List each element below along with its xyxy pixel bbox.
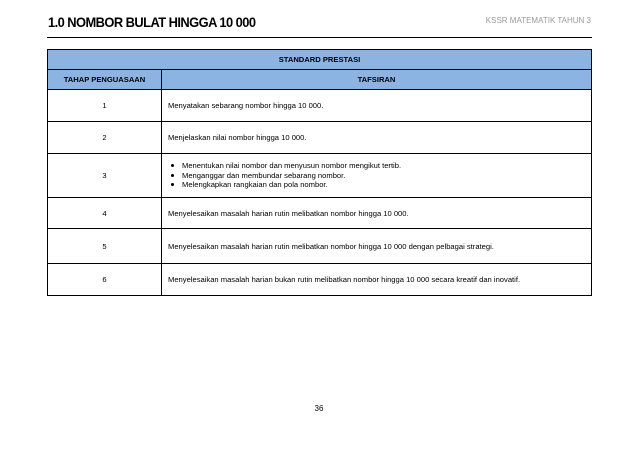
level-cell: 4 — [48, 198, 162, 229]
table-row — [48, 229, 592, 264]
level-cell: 6 — [48, 264, 162, 296]
table-row — [48, 198, 592, 229]
table-row — [48, 154, 592, 198]
table-row — [48, 264, 592, 296]
description-cell — [162, 154, 592, 198]
table-title: STANDARD PRESTASI — [48, 50, 592, 70]
description-cell: Menyelesaikan masalah harian rutin melibatkan nombor hingga 10 000 dengan pelbagai strategi. — [162, 229, 592, 264]
table-row — [48, 90, 592, 122]
description-cell: Menjelaskan nilai nombor hingga 10 000. — [162, 122, 592, 154]
standard-prestasi-table — [47, 49, 592, 296]
level-cell: 1 — [48, 90, 162, 122]
level-cell: 3 — [48, 154, 162, 198]
bullet-item: Melengkapkan rangkaian dan pola nombor. — [168, 180, 591, 190]
bullet-item: Menentukan nilai nombor dan menyusun nombor mengikut tertib. — [168, 161, 591, 171]
level-cell: 2 — [48, 122, 162, 154]
description-cell: Menyelesaikan masalah harian rutin melibatkan nombor hingga 10 000. — [162, 198, 592, 229]
bullet-list — [168, 161, 591, 190]
bullet-item: Menganggar dan membundar sebarang nombor. — [168, 171, 591, 181]
page-header — [47, 0, 592, 38]
description-cell: Menyelesaikan masalah harian bukan rutin melibatkan nombor hingga 10 000 secara kreatif dan inovatif. — [162, 264, 592, 296]
document-subtitle: KSSR MATEMATIK TAHUN 3 — [485, 16, 591, 25]
table-row — [48, 122, 592, 154]
table-header-row — [48, 70, 592, 90]
page-number: 36 — [314, 404, 324, 413]
column-header-level: TAHAP PENGUASAAN — [48, 70, 162, 90]
table-title-row — [48, 50, 592, 70]
column-header-interpretation: TAFSIRAN — [162, 70, 592, 90]
description-cell: Menyatakan sebarang nombor hingga 10 000. — [162, 90, 592, 122]
chapter-title: 1.0 NOMBOR BULAT HINGGA 10 000 — [48, 14, 256, 30]
level-cell: 5 — [48, 229, 162, 264]
